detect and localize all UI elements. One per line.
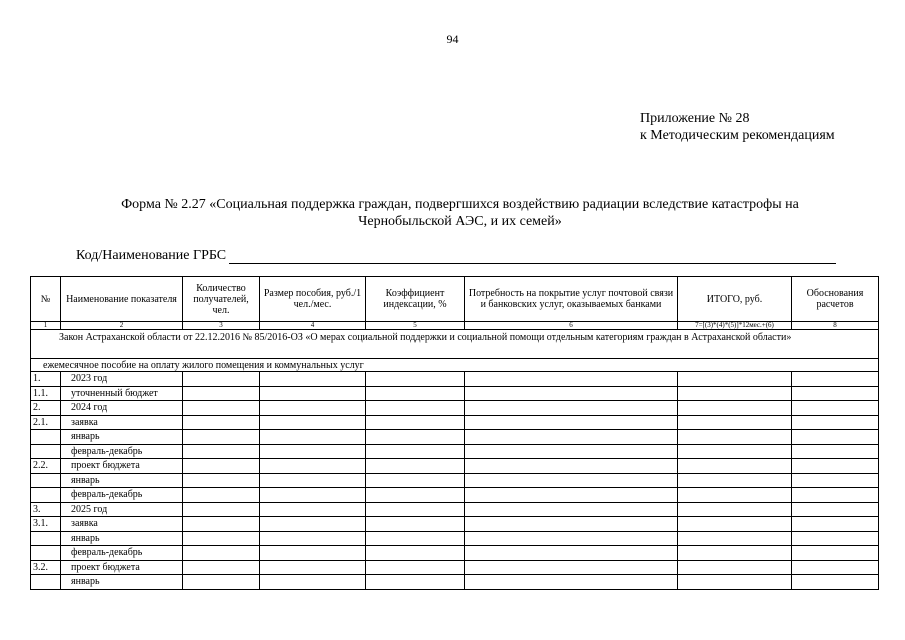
value-cell[interactable] [678, 517, 792, 532]
table-row [31, 415, 879, 430]
table-row [31, 502, 879, 517]
value-cell[interactable] [183, 372, 260, 387]
value-cell[interactable] [260, 415, 366, 430]
grbs-field [76, 248, 836, 264]
value-cell[interactable] [183, 517, 260, 532]
column-number: 3 [183, 322, 260, 330]
table-row [31, 575, 879, 590]
appendix-reference [640, 110, 835, 144]
value-cell[interactable] [183, 386, 260, 401]
value-cell[interactable] [366, 459, 465, 474]
value-cell[interactable] [260, 473, 366, 488]
value-cell[interactable] [792, 560, 879, 575]
value-cell[interactable] [183, 444, 260, 459]
value-cell[interactable] [183, 459, 260, 474]
value-cell[interactable] [366, 517, 465, 532]
column-number: 2 [61, 322, 183, 330]
value-cell[interactable] [183, 415, 260, 430]
value-cell[interactable] [465, 372, 678, 387]
row-number: 2.1. [31, 415, 61, 430]
value-cell[interactable] [678, 372, 792, 387]
row-number: 3.2. [31, 560, 61, 575]
law-cell [31, 330, 879, 359]
column-number: 8 [792, 322, 879, 330]
value-cell[interactable] [260, 531, 366, 546]
value-cell[interactable] [366, 473, 465, 488]
row-number [31, 488, 61, 503]
value-cell[interactable] [465, 473, 678, 488]
row-number: 1.1. [31, 386, 61, 401]
value-cell[interactable] [260, 560, 366, 575]
value-cell[interactable] [366, 444, 465, 459]
column-number: 4 [260, 322, 366, 330]
row-number: 2.2. [31, 459, 61, 474]
value-cell[interactable] [260, 546, 366, 561]
law-row [31, 330, 879, 359]
column-number: 5 [366, 322, 465, 330]
value-cell[interactable] [792, 546, 879, 561]
value-cell[interactable] [678, 415, 792, 430]
row-name: заявка [61, 415, 183, 430]
table-row [31, 430, 879, 445]
row-number [31, 444, 61, 459]
column-number: 7=[(3)*(4)*(5)]*12мес.+(6) [678, 322, 792, 330]
value-cell[interactable] [260, 575, 366, 590]
table-row [31, 459, 879, 474]
value-cell[interactable] [260, 372, 366, 387]
table-row [31, 560, 879, 575]
value-cell[interactable] [678, 531, 792, 546]
value-cell[interactable] [465, 575, 678, 590]
value-cell[interactable] [465, 444, 678, 459]
row-name: 2023 год [61, 372, 183, 387]
header-cell: Обоснования расчетов [792, 277, 879, 322]
value-cell[interactable] [183, 401, 260, 416]
value-cell[interactable] [366, 560, 465, 575]
value-cell[interactable] [678, 488, 792, 503]
row-name: февраль-декабрь [61, 546, 183, 561]
benefit-row [31, 359, 879, 372]
header-cell: Количество получателей, чел. [183, 277, 260, 322]
value-cell[interactable] [678, 560, 792, 575]
grbs-input-line[interactable] [229, 249, 836, 264]
value-cell[interactable] [678, 502, 792, 517]
column-number: 1 [31, 322, 61, 330]
value-cell[interactable] [366, 386, 465, 401]
value-cell[interactable] [792, 372, 879, 387]
value-cell[interactable] [366, 546, 465, 561]
appendix-line-2: к Методическим рекомендациям [640, 128, 835, 143]
law-text: Закон Астраханской области от 22.12.2016 № 85/2016-ОЗ «О мерах социальной поддержки и социальной помощи отдельным категориям граждан в Астраханской области» [59, 332, 792, 343]
header-cell: № [31, 277, 61, 322]
row-name: уточненный бюджет [61, 386, 183, 401]
value-cell[interactable] [465, 560, 678, 575]
table-row [31, 401, 879, 416]
row-number [31, 473, 61, 488]
row-name: январь [61, 430, 183, 445]
column-number: 6 [465, 322, 678, 330]
value-cell[interactable] [183, 560, 260, 575]
value-cell[interactable] [465, 488, 678, 503]
value-cell[interactable] [183, 488, 260, 503]
value-cell[interactable] [792, 415, 879, 430]
table-row [31, 372, 879, 387]
value-cell[interactable] [678, 546, 792, 561]
row-name: январь [61, 575, 183, 590]
row-name: февраль-декабрь [61, 488, 183, 503]
row-name: 2025 год [61, 502, 183, 517]
table-row [31, 517, 879, 532]
appendix-line-1: Приложение № 28 [640, 111, 750, 126]
row-number [31, 531, 61, 546]
value-cell[interactable] [465, 517, 678, 532]
value-cell[interactable] [366, 415, 465, 430]
table-row [31, 386, 879, 401]
value-cell[interactable] [465, 502, 678, 517]
value-cell[interactable] [792, 430, 879, 445]
value-cell[interactable] [792, 386, 879, 401]
row-name: проект бюджета [61, 560, 183, 575]
value-cell[interactable] [792, 575, 879, 590]
value-cell[interactable] [792, 401, 879, 416]
value-cell[interactable] [260, 488, 366, 503]
value-cell[interactable] [678, 401, 792, 416]
value-cell[interactable] [183, 546, 260, 561]
row-name: январь [61, 531, 183, 546]
row-number [31, 430, 61, 445]
value-cell[interactable] [792, 444, 879, 459]
benefit-text: ежемесячное пособие на оплату жилого помещения и коммунальных услуг [43, 359, 364, 371]
table-row [31, 546, 879, 561]
value-cell[interactable] [183, 430, 260, 445]
row-number [31, 575, 61, 590]
column-number-row [31, 322, 879, 330]
value-cell[interactable] [792, 473, 879, 488]
header-cell: Потребность на покрытие услуг почтовой связи и банковских услуг, оказываемых банками [465, 277, 678, 322]
header-cell: Коэффициент индексации, % [366, 277, 465, 322]
value-cell[interactable] [678, 430, 792, 445]
value-cell[interactable] [366, 502, 465, 517]
value-cell[interactable] [366, 372, 465, 387]
row-name: февраль-декабрь [61, 444, 183, 459]
table-row [31, 473, 879, 488]
value-cell[interactable] [260, 401, 366, 416]
row-name: 2024 год [61, 401, 183, 416]
value-cell[interactable] [183, 531, 260, 546]
row-number: 2. [31, 401, 61, 416]
row-name: проект бюджета [61, 459, 183, 474]
value-cell[interactable] [260, 386, 366, 401]
value-cell[interactable] [366, 430, 465, 445]
value-cell[interactable] [465, 386, 678, 401]
value-cell[interactable] [465, 546, 678, 561]
form-title-line-2: Чернобыльской АЭС, и их семей» [358, 214, 562, 229]
table-row [31, 531, 879, 546]
value-cell[interactable] [465, 415, 678, 430]
header-cell: Наименование показателя [61, 277, 183, 322]
benefit-cell [31, 359, 879, 372]
form-table [30, 276, 879, 590]
value-cell[interactable] [465, 430, 678, 445]
form-title [60, 196, 860, 230]
page-number: 94 [446, 32, 459, 46]
row-number: 1. [31, 372, 61, 387]
value-cell[interactable] [183, 575, 260, 590]
table-row [31, 444, 879, 459]
value-cell[interactable] [366, 401, 465, 416]
value-cell[interactable] [366, 531, 465, 546]
value-cell[interactable] [183, 473, 260, 488]
value-cell[interactable] [465, 459, 678, 474]
value-cell[interactable] [260, 502, 366, 517]
value-cell[interactable] [678, 575, 792, 590]
row-name: заявка [61, 517, 183, 532]
form-title-line-1: Форма № 2.27 «Социальная поддержка граждан, подвергшихся воздействию радиации вследствие катастрофы на [121, 197, 799, 212]
table-header-row [31, 277, 879, 322]
value-cell[interactable] [183, 502, 260, 517]
value-cell[interactable] [465, 401, 678, 416]
value-cell[interactable] [792, 459, 879, 474]
value-cell[interactable] [465, 531, 678, 546]
grbs-label: Код/Наименование ГРБС [76, 248, 227, 263]
value-cell[interactable] [260, 459, 366, 474]
value-cell[interactable] [260, 517, 366, 532]
value-cell[interactable] [792, 531, 879, 546]
value-cell[interactable] [678, 473, 792, 488]
value-cell[interactable] [366, 488, 465, 503]
value-cell[interactable] [366, 575, 465, 590]
value-cell[interactable] [260, 444, 366, 459]
row-number: 3.1. [31, 517, 61, 532]
table-row [31, 488, 879, 503]
value-cell[interactable] [678, 459, 792, 474]
value-cell[interactable] [792, 517, 879, 532]
header-cell: ИТОГО, руб. [678, 277, 792, 322]
value-cell[interactable] [260, 430, 366, 445]
header-cell: Размер пособия, руб./1 чел./мес. [260, 277, 366, 322]
value-cell[interactable] [792, 488, 879, 503]
value-cell[interactable] [678, 386, 792, 401]
value-cell[interactable] [792, 502, 879, 517]
row-number [31, 546, 61, 561]
row-name: январь [61, 473, 183, 488]
row-number: 3. [31, 502, 61, 517]
value-cell[interactable] [678, 444, 792, 459]
